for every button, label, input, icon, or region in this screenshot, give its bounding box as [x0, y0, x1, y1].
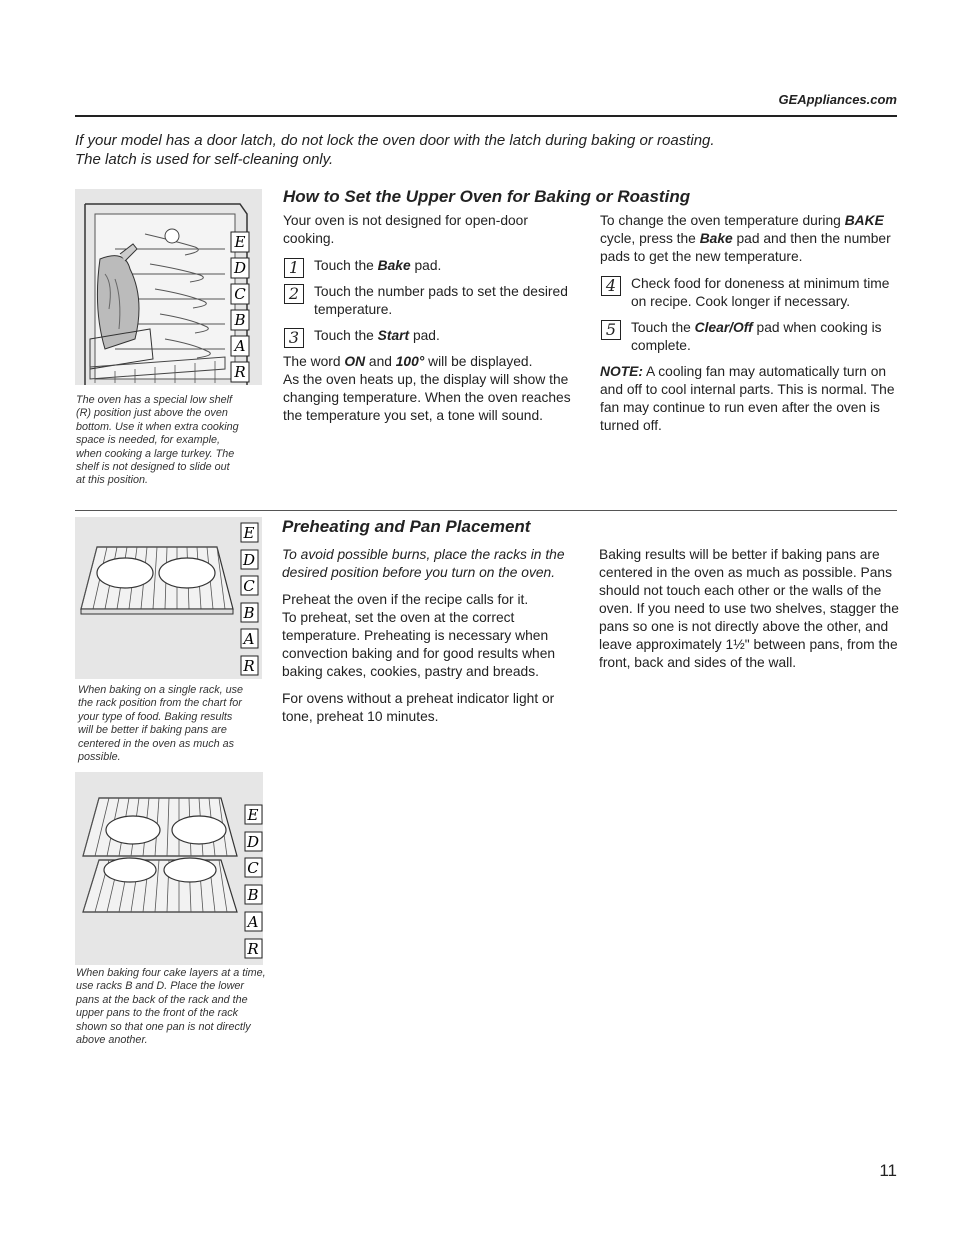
burn-warning: To avoid possible burns, place the racks in the desired position before you turn on the oven.	[282, 547, 565, 580]
rack-label-b: B	[247, 886, 259, 904]
step-text: pad.	[410, 258, 442, 273]
site-url: GEAppliances.com	[778, 92, 897, 107]
display-text: and	[365, 354, 396, 369]
two-rack-illustration	[75, 772, 263, 965]
two-rack-figure	[75, 772, 263, 965]
rack-label-e: E	[247, 806, 259, 824]
bake-cycle-label: BAKE	[844, 213, 884, 228]
rack-label-a: A	[234, 337, 246, 355]
oven-interior-illustration	[75, 189, 262, 385]
rack-label-e: E	[243, 524, 255, 542]
caption-line: use racks B and D. Place the lower	[76, 980, 245, 993]
rack-label-d: D	[233, 259, 247, 277]
rack-label-b: B	[243, 604, 255, 622]
caption-line: The oven has a special low shelf	[76, 394, 233, 406]
preheat-time-note: For ovens without a preheat indicator light or tone, preheat 10 minutes.	[282, 691, 555, 724]
caption-line: (R) position just above the oven	[76, 407, 228, 420]
caption-line: upper pans to the front of the rack	[76, 1007, 239, 1020]
caption-line: above another.	[76, 1034, 148, 1047]
step-number: 5	[601, 320, 621, 340]
caption-line: will be better if baking pans are	[78, 724, 227, 737]
cooling-fan-note	[600, 363, 900, 435]
rack-label-c: C	[234, 285, 246, 303]
preheat-instructions: To preheat, set the oven at the correct temperature. Preheating is necessary when convection baking and for good results when baking cakes, cookies, pastry and breads.	[282, 610, 556, 679]
caption-line: the rack position from the chart for	[78, 697, 242, 710]
note-text: A cooling fan may automatically turn on and off to cool internal parts. This is normal. The fan may continue to run even after the oven is turned off.	[600, 364, 895, 433]
section-divider	[75, 510, 897, 511]
caption-line: when cooking a large turkey. The	[76, 447, 235, 460]
turkey-caption	[76, 394, 266, 488]
step-number: 4	[601, 276, 621, 296]
section1-column-2	[600, 212, 900, 435]
page-number: 11	[879, 1161, 897, 1180]
rack-label-c: C	[243, 577, 255, 595]
display-note	[283, 353, 583, 371]
caption-line: shown so that one pan is not directly	[76, 1020, 251, 1033]
change-temp-text: To change the oven temperature during	[600, 213, 845, 228]
caption-line: shelf is not designed to slide out	[76, 461, 230, 474]
rack-label-a: A	[247, 913, 259, 931]
step-5	[600, 319, 900, 355]
rack-label-a: A	[243, 630, 255, 648]
pan-placement-note: Baking results will be better if baking pans are centered in the oven as much as possible. Pans should not touch each other or the walls of the oven. If you need to use two shelves, stagger the pans so one is not directly above the other, and leave approximately 1½" between pans, from the front, back and sides of the wall.	[599, 547, 899, 670]
rack-label-r: R	[247, 940, 259, 958]
bake-pad-label: Bake	[377, 258, 411, 273]
section1-column-1	[283, 212, 583, 425]
caption-line: possible.	[78, 751, 121, 764]
change-temp-note	[600, 212, 900, 266]
open-door-note: Your oven is not designed for open-door cooking.	[283, 213, 528, 246]
step-1	[283, 257, 583, 275]
caption-line: your type of food. Baking results	[78, 710, 233, 723]
caption-line: at this position.	[76, 474, 149, 487]
rack-position-labels	[245, 805, 262, 958]
rack-label-r: R	[243, 657, 255, 675]
note-label: NOTE:	[600, 364, 643, 379]
intro-line-2: The latch is used for self-cleaning only.	[75, 151, 334, 168]
rack-label-d: D	[242, 551, 256, 569]
section-title-upper-oven: How to Set the Upper Oven for Baking or Roasting	[283, 187, 691, 206]
step-text: Touch the	[314, 328, 378, 343]
caption-line: pans at the back of the rack and the	[76, 993, 248, 1006]
step-4	[600, 275, 900, 311]
caption-line: space is needed, for example,	[76, 434, 221, 447]
rack-label-r: R	[234, 363, 246, 381]
step-number: 1	[284, 258, 304, 278]
change-temp-text: pad and then the number pads to get the new temperature.	[600, 231, 891, 264]
step-text: Touch the	[314, 258, 378, 273]
intro-note	[75, 131, 875, 169]
caption-line: bottom. Use it when extra cooking	[76, 420, 239, 433]
rack-label-b: B	[234, 311, 246, 329]
four-layer-caption	[76, 967, 281, 1047]
step-3	[283, 327, 583, 345]
step-number: 3	[284, 328, 304, 348]
section-title-preheating: Preheating and Pan Placement	[282, 517, 531, 536]
header-rule	[75, 115, 897, 117]
step-text: pad.	[409, 328, 440, 343]
display-text: will be displayed.	[424, 354, 533, 369]
change-temp-text: cycle, press the	[600, 231, 700, 246]
rack-label-c: C	[247, 859, 259, 877]
oven-interior-figure	[75, 189, 262, 385]
display-temp: 100°	[395, 354, 425, 369]
heating-note: As the oven heats up, the display will show the changing temperature. When the oven reaches the temperature you set, a tone will sound.	[283, 372, 571, 423]
intro-line-1: If your model has a door latch, do not lock the oven door with the latch during baking or roasting.	[75, 132, 715, 149]
step-text: Touch the	[631, 320, 695, 335]
step-2	[283, 283, 583, 319]
section2-column-2	[599, 546, 901, 681]
single-rack-illustration	[75, 517, 262, 679]
start-pad-label: Start	[377, 328, 410, 343]
rack-label-e: E	[234, 233, 246, 251]
step-text: Touch the number pads to set the desired temperature.	[314, 284, 568, 317]
section2-column-1	[282, 546, 574, 735]
step-text: pad when cooking is complete.	[631, 320, 882, 353]
single-rack-figure	[75, 517, 262, 679]
caption-line: centered in the oven as much as	[78, 737, 235, 750]
caption-line: When baking four cake layers at a time,	[76, 967, 266, 979]
display-text: The word	[283, 354, 345, 369]
rack-position-labels	[241, 523, 258, 675]
rack-label-d: D	[246, 833, 260, 851]
single-rack-caption	[78, 684, 268, 764]
preheat-if-needed: Preheat the oven if the recipe calls for it.	[282, 592, 529, 607]
step-text: Check food for doneness at minimum time on recipe. Cook longer if necessary.	[631, 276, 890, 309]
step-number: 2	[284, 284, 304, 304]
display-on-word: ON	[344, 354, 366, 369]
clear-off-pad-label: Clear/Off	[694, 320, 753, 335]
bake-pad-label: Bake	[699, 231, 733, 246]
caption-line: When baking on a single rack, use	[78, 684, 244, 696]
